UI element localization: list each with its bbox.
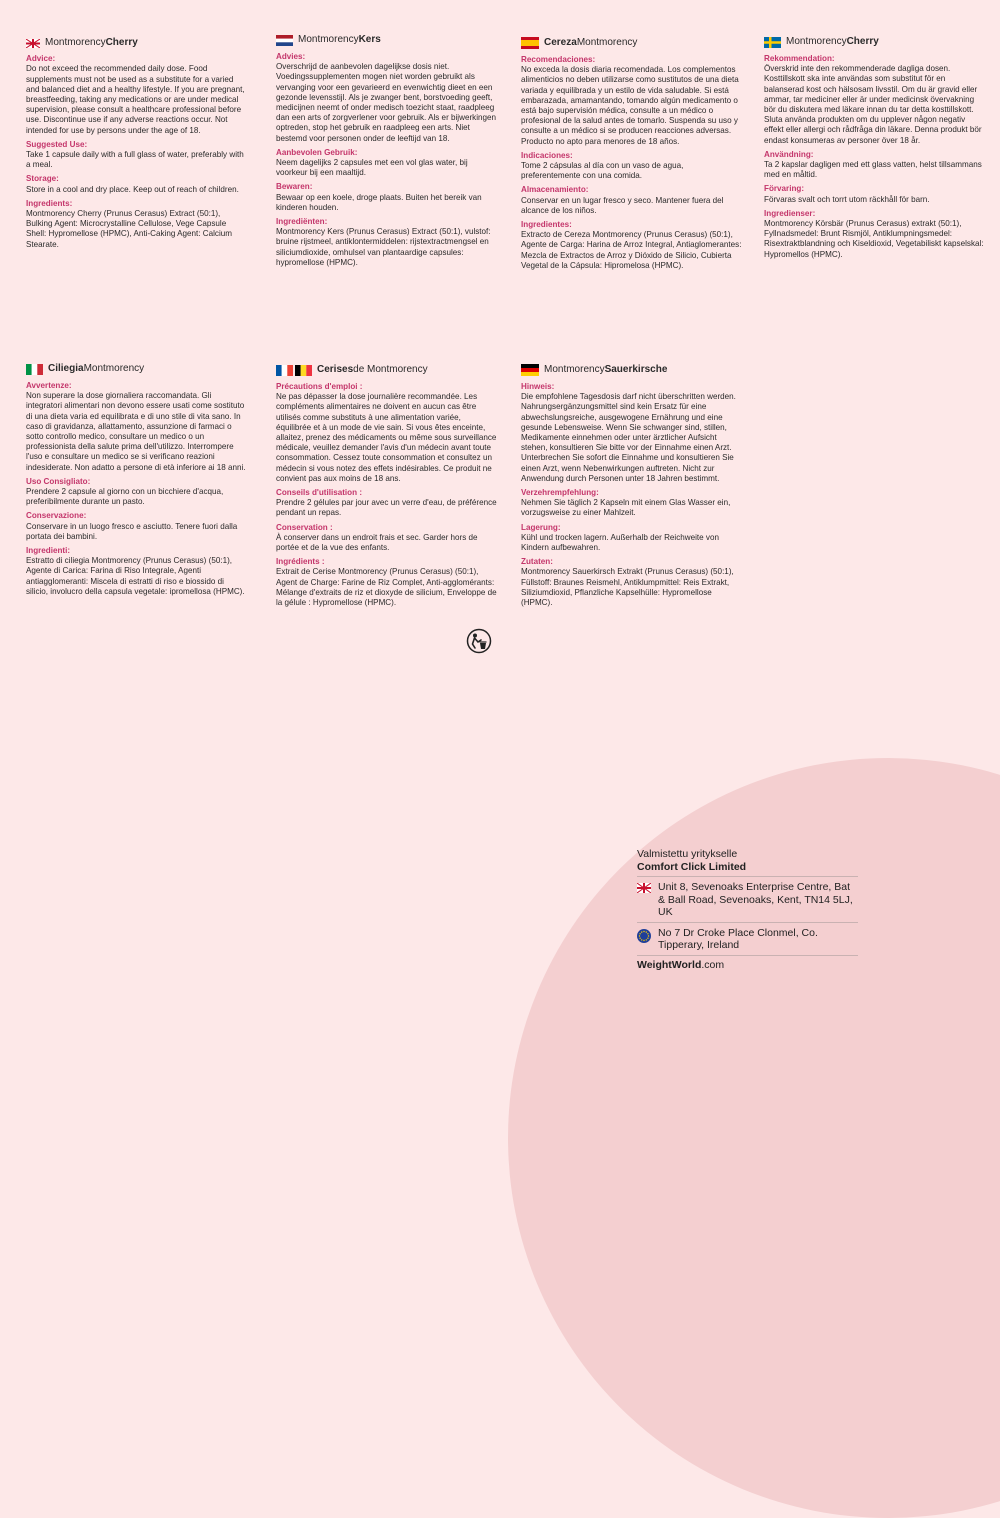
block-heading: Conservation :	[276, 522, 333, 532]
block-heading: Ingrédients :	[276, 557, 325, 567]
eu-flag-icon	[637, 927, 651, 943]
block-text: Montmorency Körsbär (Prunus Cerasus) extrakt (50:1), Fyllnadsmedel: Brunt Rismjöl, Antiklumpningsmedel: Risextraktblandning och Kiseldioxid, Vegetabiliskt kapselskal: Hypromellos (HPMC).	[764, 219, 984, 259]
section-it	[26, 364, 248, 599]
block-text: Tome 2 cápsulas al día con un vaso de agua, preferentemente con una comida.	[521, 161, 684, 181]
block-heading: Bewaren:	[276, 182, 313, 192]
block-text: Die empfohlene Tagesdosis darf nicht überschritten werden. Nahrungsergänzungsmittel sind kein Ersatz für eine abwechslungsreiche, ausgewogene Ernährung und eine gesunde Lebensweise. Wenn Sie schwanger sind, stillen, Medikamente einnehmen oder unter ärztlicher Aufsicht stehen, konsultieren Sie bitte vor der Einnahme einen Arzt. Unterbrechen Sie sofort die Einnahme und konsultieren Sie einen Arzt, wenn Nebenwirkungen auftreten. Nicht zur Anwendung durch Personen unter 18 Jahren bestimmt.	[521, 392, 736, 483]
es-flag-icon	[521, 37, 539, 49]
manufacturer-info	[637, 848, 858, 971]
title-bold: Cherry	[105, 37, 138, 48]
website-bold: WeightWorld	[637, 958, 702, 971]
website-rest: .com	[701, 958, 725, 971]
block-heading: Suggested Use:	[26, 139, 88, 149]
be-flag-icon	[295, 365, 312, 376]
block-text: Ta 2 kapslar dagligen med ett glass vatten, helst tillsammans med en måltid.	[764, 160, 982, 180]
block-heading: Verzehrempfehlung:	[521, 488, 599, 498]
block-heading: Ingredientes:	[521, 220, 572, 230]
block-text: Förvaras svalt och torrt utom räckhåll för barn.	[764, 194, 930, 204]
title-bold: Cherry	[846, 36, 879, 48]
block-heading: Indicaciones:	[521, 150, 573, 160]
title-pre: Montmorency	[298, 34, 359, 46]
title-bold: Cerises	[317, 364, 354, 376]
block-text: No exceda la dosis diaria recomendada. Los complementos alimenticios no deben utilizarse como sustitutos de una dieta variada y equilibrada y un estilo de vida saludable. Si está embarazada, amamantando, tomando algún medicamento o está bajo supervisión médica, consulte a un médico o profesional de la salud antes de tomarlo. Suspenda su uso y consulte a un médico si se producen reacciones adversas. Producto no apto para menores de 18 años.	[521, 65, 739, 146]
title-bold: Kers	[358, 34, 381, 46]
section-nl	[276, 35, 498, 270]
block-text: Prendere 2 capsule al giorno con un bicchiere d'acqua, preferibilmente durante un pasto.	[26, 487, 224, 507]
fr-flag-icon	[276, 365, 293, 376]
block-text: Conservare in un luogo fresco e asciutto. Tenere fuori dalla portata dei bambini.	[26, 521, 238, 541]
title-post: Montmorency	[83, 363, 145, 375]
company-name: Comfort Click Limited	[637, 860, 747, 873]
section-title	[276, 35, 498, 46]
section-en	[26, 38, 248, 252]
eu-address: No 7 Dr Croke Place Clonmel, Co. Tipperary, Ireland	[658, 926, 818, 951]
block-text: Kühl und trocken lagern. Außerhalb der Reichweite von Kindern aufbewahren.	[521, 532, 719, 553]
block-heading: Almacenamiento:	[521, 185, 589, 195]
block-heading: Rekommendation:	[764, 54, 835, 63]
uk-address-row	[637, 876, 858, 922]
block-text: Ne pas dépasser la dose journalière recommandée. Les compléments alimentaires ne doivent en aucun cas être utilisés comme substituts à une alimentation variée, équilibrée et à un mode de vie sain. Si vous êtes enceinte, allaitez, prenez des médicaments ou même sous surveillance médicale, veuillez demander l'avis d'un médecin avant toute consommation. Cessez toute consommation et consultez un médecin si vous notez des effets indésirables. Ce produit ne convient pas aux moins de 18 ans.	[276, 392, 497, 483]
de-flag-icon	[521, 364, 539, 376]
block-heading: Ingrediënten:	[276, 217, 328, 227]
it-flag-icon	[26, 364, 43, 375]
block-heading: Précautions d'emploi :	[276, 382, 363, 391]
block-text: Conservar en un lugar fresco y seco. Mantener fuera del alcance de los niños.	[521, 195, 724, 215]
se-flag-icon	[764, 37, 781, 48]
block-heading: Lagerung:	[521, 522, 561, 532]
block-heading: Storage:	[26, 174, 59, 184]
title-bold: Sauerkirsche	[604, 363, 668, 375]
eu-address-row	[637, 922, 858, 955]
block-text: Prendre 2 gélules par jour avec un verre d'eau, de préférence pendant un repas.	[276, 498, 497, 518]
block-text: Nehmen Sie täglich 2 Kapseln mit einem Glas Wasser ein, vorzugsweise zu einer Mahlzeit.	[521, 498, 731, 518]
block-heading: Avvertenze:	[26, 381, 72, 390]
block-heading: Conservazione:	[26, 511, 87, 521]
block-heading: Aanbevolen Gebruik:	[276, 147, 358, 157]
block-text: Montmorency Kers (Prunus Cerasus) Extract (50:1), vulstof: bruine rijstmeel, antiklontermiddelen: rijstextractmengsel en siliciumdioxide, omhulsel van plantaardige capsules: hypromellose (HPMC).	[276, 227, 491, 267]
section-fr	[276, 365, 498, 610]
uk-flag-icon	[26, 39, 40, 48]
block-text: À conserver dans un endroit frais et sec. Garder hors de portée et de la vue des enfants.	[276, 532, 478, 553]
title-bold: Ciliegia	[48, 363, 84, 375]
section-title	[26, 38, 248, 48]
section-title	[521, 37, 743, 49]
made-by-text: Valmistettu yritykselle	[637, 848, 738, 860]
nl-flag-icon	[276, 35, 293, 46]
block-heading: Uso Consigliato:	[26, 476, 91, 486]
title-pre: Montmorency	[544, 363, 605, 375]
block-heading: Recomendaciones:	[521, 55, 596, 64]
uk-address: Unit 8, Sevenoaks Enterprise Centre, Bat & Ball Road, Sevenoaks, Kent, TN14 5LJ, UK	[658, 881, 853, 918]
block-text: Bewaar op een koele, droge plaats. Buiten het bereik van kinderen houden.	[276, 192, 482, 212]
title-pre: Montmorency	[786, 36, 847, 48]
block-heading: Advies:	[276, 52, 306, 61]
section-title	[521, 364, 743, 376]
block-text: Montmorency Sauerkirsch Extrakt (Prunus Cerasus) (50:1), Füllstoff: Braunes Reismehl, Antiklumpmittel: Reis Extrakt, Siliziumdioxid, Pflanzliche Kapselhülle: Hypromellose (HPMC).	[521, 567, 734, 608]
block-text: Neem dagelijks 2 capsules met een vol glas water, bij voorkeur bij een maaltijd.	[276, 158, 468, 178]
block-text: Do not exceed the recommended daily dose. Food supplements must not be used as a substitute for a varied and balanced diet and a healthy lifestyle. If you are pregnant, breastfeeding, taking any medications or are under medical supervision, please consult a healthcare professional before use. Discontinue use if any adverse reactions occur. Not intended for use by persons under the age of 18.	[26, 64, 245, 135]
section-de	[521, 364, 743, 610]
block-text: Estratto di ciliegia Montmorency (Prunus Cerasus) (50:1), Agente di Carica: Farina di Riso Integrale, Agenti antiagglomeranti: Miscela di estratti di riso e biossido di silicio, involucro della capsula vegetale: ipromellosa (HPMC).	[26, 556, 245, 596]
title-post: Montmorency	[576, 36, 638, 48]
title-bold: Cereza	[544, 36, 577, 48]
section-title	[276, 365, 498, 376]
block-heading: Ingredienti:	[26, 546, 71, 556]
section-es	[521, 37, 743, 273]
section-title	[764, 37, 986, 48]
block-heading: Hinweis:	[521, 382, 555, 391]
block-heading: Zutaten:	[521, 557, 553, 567]
block-text: Överskrid inte den rekommenderade dagliga dosen. Kosttillskott ska inte användas som substitut för en balanserad kost och hälsosam livsstil. Om du är gravid eller ammar, tar mediciner eller är under medicinsk övervakning bör du diskutera med läkare innan du tar detta kosttillskott. Sluta använda produkten om du upplever någon negativ effekt eller allergi och rådfråga din läkare. Denna produkt bör endast konsumeras av personer över 18 år.	[764, 64, 982, 145]
block-heading: Ingredients:	[26, 198, 73, 208]
section-sv	[764, 37, 986, 262]
title-post: de Montmorency	[353, 364, 428, 376]
block-heading: Förvaring:	[764, 184, 805, 194]
tidyman-icon	[466, 628, 492, 654]
block-text: Store in a cool and dry place. Keep out of reach of children.	[26, 184, 239, 194]
block-text: Overschrijd de aanbevolen dagelijkse dosis niet. Voedingssupplementen mogen niet worden gebruikt als vervanging voor een gevarieerd en evenwichtig dieet en een gezonde levensstijl. Als je zwanger bent, borstvoeding geeft, medicijnen neemt of onder medisch toezicht staat, raadpleeg dan een arts of zorgverlener voor gebruik. Als er bijwerkingen optreden, stop het gebruik en raadpleeg een arts. Niet bestemd voor personen onder de leeftijd van 18.	[276, 62, 496, 143]
website[interactable]	[637, 955, 858, 972]
block-heading: Ingredienser:	[764, 208, 816, 218]
block-text: Montmorency Cherry (Prunus Cerasus) Extract (50:1), Bulking Agent: Microcrystalline Cellulose, Vege Capsule Shell: Hypromellose (HPMC), Anti-Caking Agent: Calcium Stearate.	[26, 209, 233, 249]
block-text: Non superare la dose giornaliera raccomandata. Gli integratori alimentari non devono essere usati come sostituto di una dieta varia ed equilibrata e di uno stile di vita sano. In caso di gravidanza, allattamento, assunzione di farmaci o sotto controllo medico, consultare un medico o un professionista della salute prima dell'utilizzo. Interrompere l'uso e consultare un medico se si verificano reazioni indesiderate. Non adatto a persone di età inferiore ai 18 anni.	[26, 391, 246, 472]
block-text: Extrait de Cerise Montmorency (Prunus Cerasus) (50:1), Agent de Charge: Farine de Riz Complet, Anti-agglomérants: Mélange d'extraits de riz et dioxyde de silicium, Enveloppe de la gélule : Hypromellose (HPMC).	[276, 567, 497, 608]
block-heading: Conseils d'utilisation :	[276, 488, 363, 498]
block-heading: Advice:	[26, 54, 56, 64]
block-text: Extracto de Cereza Montmorency (Prunus Cerasus) (50:1), Agente de Carga: Harina de Arroz Integral, Antiaglomerantes: Mezcla de Extractos de Arroz y Dióxido de Silicio, Cubierta Vegetal de la Cápsula: Hipromelosa (HPMC).	[521, 230, 742, 270]
block-heading: Användning:	[764, 149, 814, 159]
title-pre: Montmorency	[45, 37, 106, 48]
block-text: Take 1 capsule daily with a full glass of water, preferably with a meal.	[26, 150, 244, 170]
uk-flag-icon	[637, 881, 651, 893]
section-title	[26, 364, 248, 375]
